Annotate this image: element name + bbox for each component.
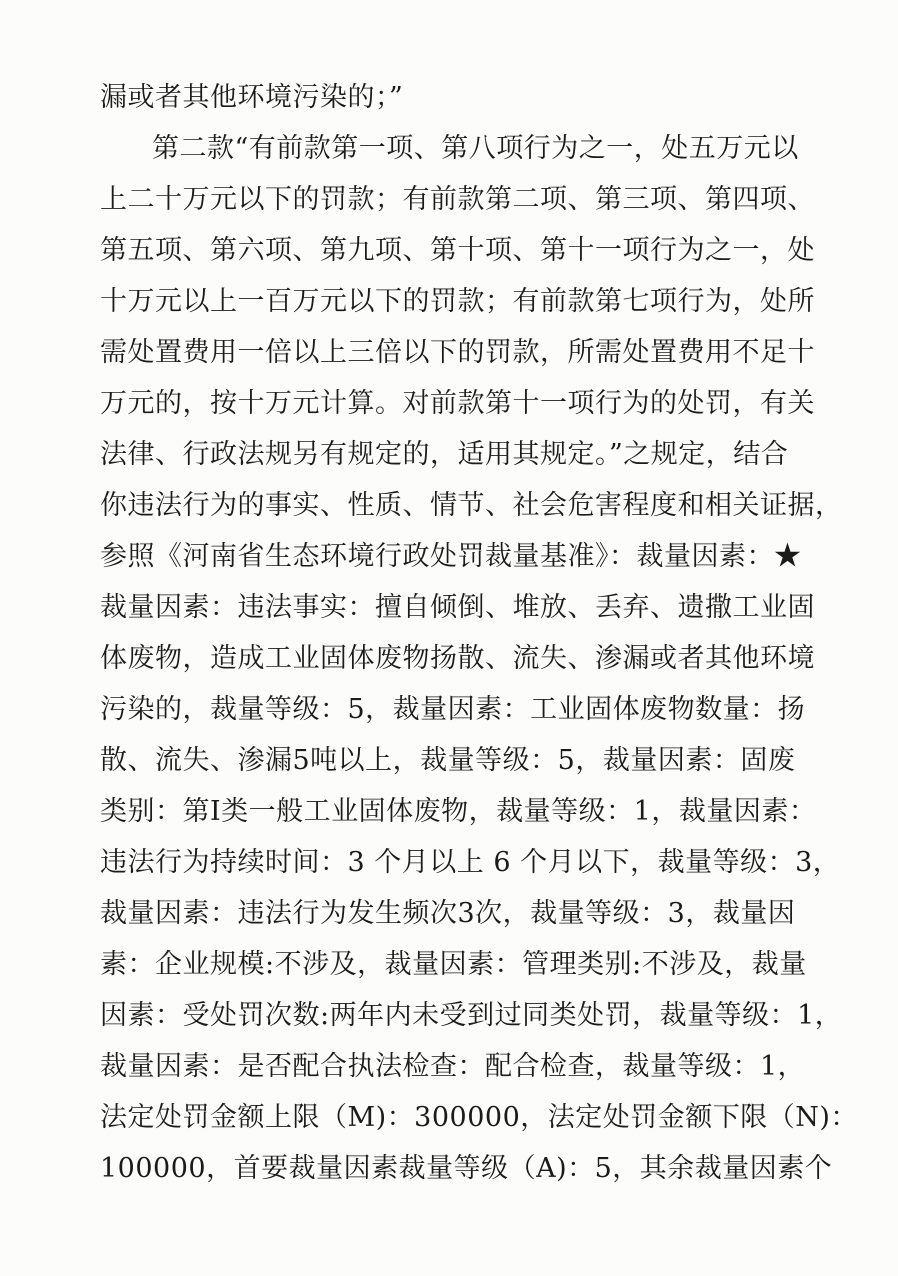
text-line: 参照《河南省生态环境行政处罚裁量基准》：裁量因素：★ xyxy=(100,541,802,572)
text-line: 法定处罚金额上限（M)：300000，法定处罚金额下限（N)： xyxy=(100,1102,858,1133)
text-line: 裁量因素：违法事实：擅自倾倒、堆放、丢弃、遗撒工业固 xyxy=(100,592,815,623)
text-line: 100000，首要裁量因素裁量等级（A)：5，其余裁量因素个 xyxy=(100,1153,833,1184)
text-line: 十万元以上一百万元以下的罚款；有前款第七项行为，处所 xyxy=(100,286,815,317)
text-line: 违法行为持续时间：3 个月以上 6 个月以下，裁量等级：3， xyxy=(100,847,841,878)
text-line: 第五项、第六项、第九项、第十项、第十一项行为之一，处 xyxy=(100,235,815,266)
text-line: 漏或者其他环境污染的；” xyxy=(100,82,404,113)
text-line: 需处置费用一倍以上三倍以下的罚款，所需处置费用不足十 xyxy=(100,337,815,368)
text-line: 污染的，裁量等级：5，裁量因素：工业固体废物数量：扬 xyxy=(100,694,806,725)
text-line: 上二十万元以下的罚款；有前款第二项、第三项、第四项、 xyxy=(100,184,815,215)
text-line: 素：企业规模:不涉及，裁量因素：管理类别:不涉及，裁量 xyxy=(100,949,807,980)
text-line: 体废物，造成工业固体废物扬散、流失、渗漏或者其他环境 xyxy=(100,643,815,674)
text-line: 类别：第Ⅰ类一般工业固体废物，裁量等级：1，裁量因素： xyxy=(100,796,817,827)
text-line: 因素：受处罚次数:两年内未受到过同类处罚，裁量等级：1， xyxy=(100,1000,843,1031)
text-line: 万元的，按十万元计算。对前款第十一项行为的处罚，有关 xyxy=(100,388,815,419)
text-line: 第二款“有前款第一项、第八项行为之一，处五万元以 xyxy=(152,133,799,164)
text-line: 裁量因素：是否配合执法检查：配合检查，裁量等级：1， xyxy=(100,1051,806,1082)
text-line: 裁量因素：违法行为发生频次3次，裁量等级：3，裁量因 xyxy=(100,898,796,929)
text-line: 法律、行政法规另有规定的，适用其规定。”之规定，结合 xyxy=(100,439,789,470)
text-line: 你违法行为的事实、性质、情节、社会危害程度和相关证据， xyxy=(100,490,843,521)
text-line: 散、流失、渗漏5吨以上，裁量等级：5，裁量因素：固废 xyxy=(100,745,796,776)
